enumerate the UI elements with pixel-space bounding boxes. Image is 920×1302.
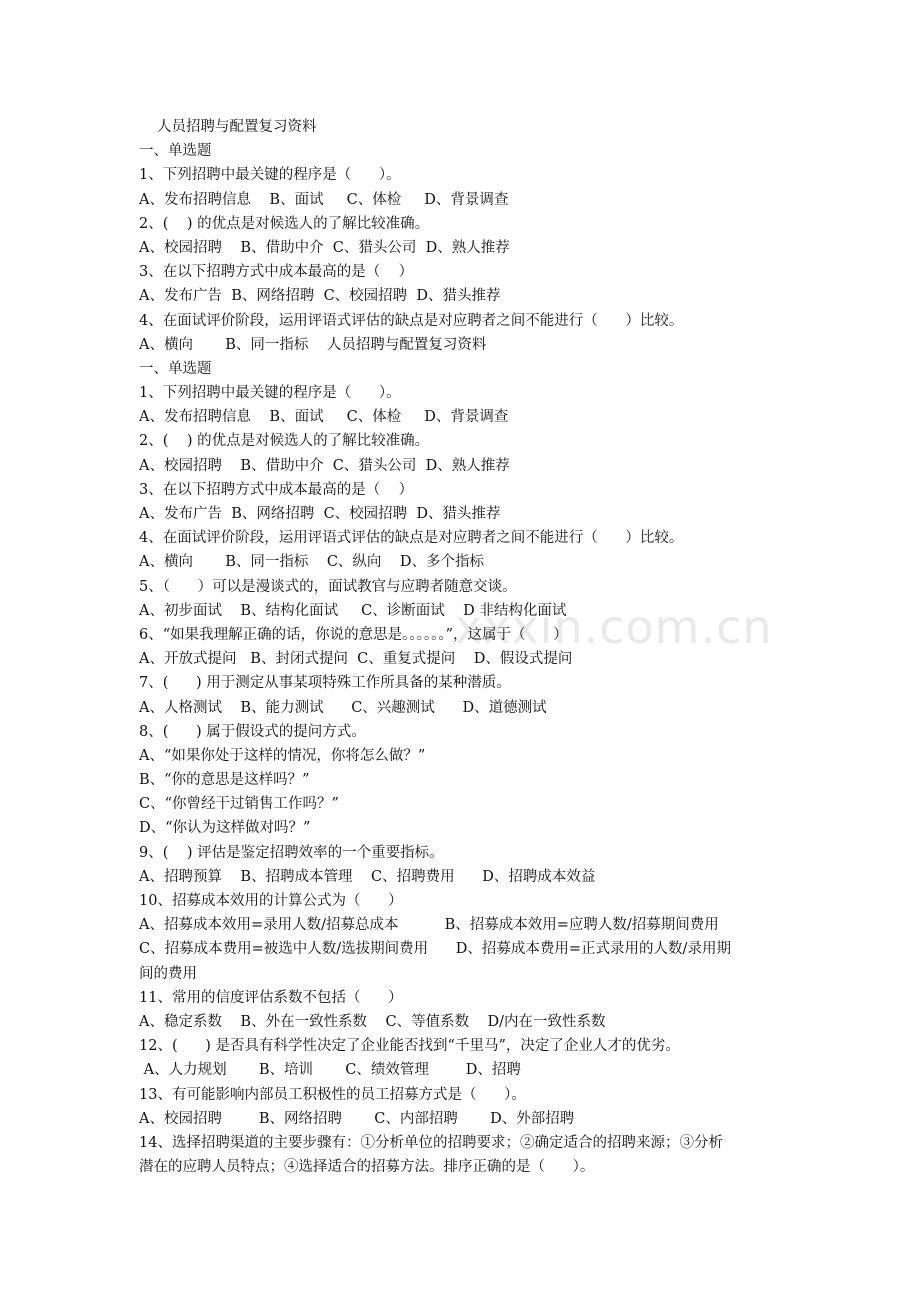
options-12: A、人力规划 B、培训 C、绩效管理 D、招聘 [139,1062,521,1079]
options-2-repeat: A、校园招聘 B、借助中介 C、猎头公司 D、熟人推荐 [139,457,510,474]
options-10-cd: C、招募成本费用=被选中人数/选拔期间费用 D、招募成本费用=正式录用的人数/录用期 [139,941,731,958]
options-10-ab: A、招募成本效用=录用人数/招募总成本 B、招募成本效用=应聘人数/招募期间费用 [139,917,719,934]
question-10: 10、招募成本效用的计算公式为（ ） [139,893,403,909]
question-14: 14、选择招聘渠道的主要步骤有：①分析单位的招聘要求；②确定适合的招聘来源；③分析 [139,1134,723,1151]
options-1-repeat: A、发布招聘信息 B、面试 C、体检 D、背景调查 [139,409,509,426]
question-3: 3、在以下招聘方式中成本最高的是（ ） [139,264,414,281]
options-9: A、招聘预算 B、招聘成本管理 C、招聘费用 D、招聘成本效益 [139,868,596,885]
question-11: 11、常用的信度评估系数不包括（ ） [139,989,403,1006]
question-4: 4、在面试评价阶段，运用评语式评估的缺点是对应聘者之间不能进行（ ）比较。 [139,312,684,329]
options-11: A、稳定系数 B、外在一致性系数 C、等值系数 D/内在一致性系数 [139,1013,606,1030]
question-13: 13、有可能影响内部员工积极性的员工招募方式是（ ）。 [139,1086,526,1103]
question-7: 7、( ) 用于测定从事某项特殊工作所具备的某种潜质。 [139,675,511,692]
option-8d: D、“你认为这样做对吗？” [139,820,311,837]
question-5: 5、（ ）可以是漫谈式的，面试教官与应聘者随意交谈。 [139,578,517,595]
question-14-continued: 潜在的应聘人员特点；④选择适合的招募方法。排序正确的是（ ）。 [139,1159,595,1176]
options-3: A、发布广告 B、网络招聘 C、校园招聘 D、猎头推荐 [139,288,501,305]
options-4-repeat: A、横向 B、同一指标 C、纵向 D、多个指标 [139,554,484,571]
options-10-cd-continued: 间的费用 [139,965,197,982]
option-8a: A、“如果你处于这样的情况，你将怎么做？” [139,747,426,764]
question-6: 6、“如果我理解正确的话，你说的意思是。。。。。。”，这属于（ ） [139,626,568,643]
options-7: A、人格测试 B、能力测试 C、兴趣测试 D、道德测试 [139,699,547,716]
question-3-repeat: 3、在以下招聘方式中成本最高的是（ ） [139,481,414,498]
watermark-text: xxxin.com.cn [455,600,773,654]
document-page [139,115,799,1179]
option-8c: C、“你曾经干过销售工作吗？” [139,796,339,813]
options-1: A、发布招聘信息 B、面试 C、体检 D、背景调查 [139,191,509,208]
options-3-repeat: A、发布广告 B、网络招聘 C、校园招聘 D、猎头推荐 [139,506,501,522]
question-4-repeat: 4、在面试评价阶段，运用评语式评估的缺点是对应聘者之间不能进行（ ）比较。 [139,530,684,547]
options-2: A、校园招聘 B、借助中介 C、猎头公司 D、熟人推荐 [139,239,510,256]
section-heading: 一、单选题 [139,143,212,160]
options-5: A、初步面试 B、结构化面试 C、诊断面试 D 非结构化面试 [139,602,567,619]
options-6: A、开放式提问 B、封闭式提问 C、重复式提问 D、假设式提问 [139,651,573,668]
section-heading-repeat: 一、单选题 [139,360,212,377]
question-8: 8、( ) 属于假设式的提问方式。 [139,723,366,740]
question-1: 1、下列招聘中最关键的程序是（ ）。 [139,167,401,184]
options-4-with-repeated-title: A、横向 B、同一指标 人员招聘与配置复习资料 [139,336,487,353]
document-title: 人员招聘与配置复习资料 [157,119,317,135]
question-1-repeat: 1、下列招聘中最关键的程序是（ ）。 [139,385,401,402]
question-2-repeat: 2、( ) 的优点是对候选人的了解比较准确。 [139,433,430,450]
options-13: A、校园招聘 B、网络招聘 C、内部招聘 D、外部招聘 [139,1110,575,1127]
option-8b: B、“你的意思是这样吗？” [139,772,310,789]
question-2: 2、( ) 的优点是对候选人的了解比较准确。 [139,215,430,232]
question-9: 9、( ) 评估是鉴定招聘效率的一个重要指标。 [139,844,444,861]
question-12: 12、( ) 是否具有科学性决定了企业能否找到“千里马”，决定了企业人才的优劣。 [139,1038,680,1055]
